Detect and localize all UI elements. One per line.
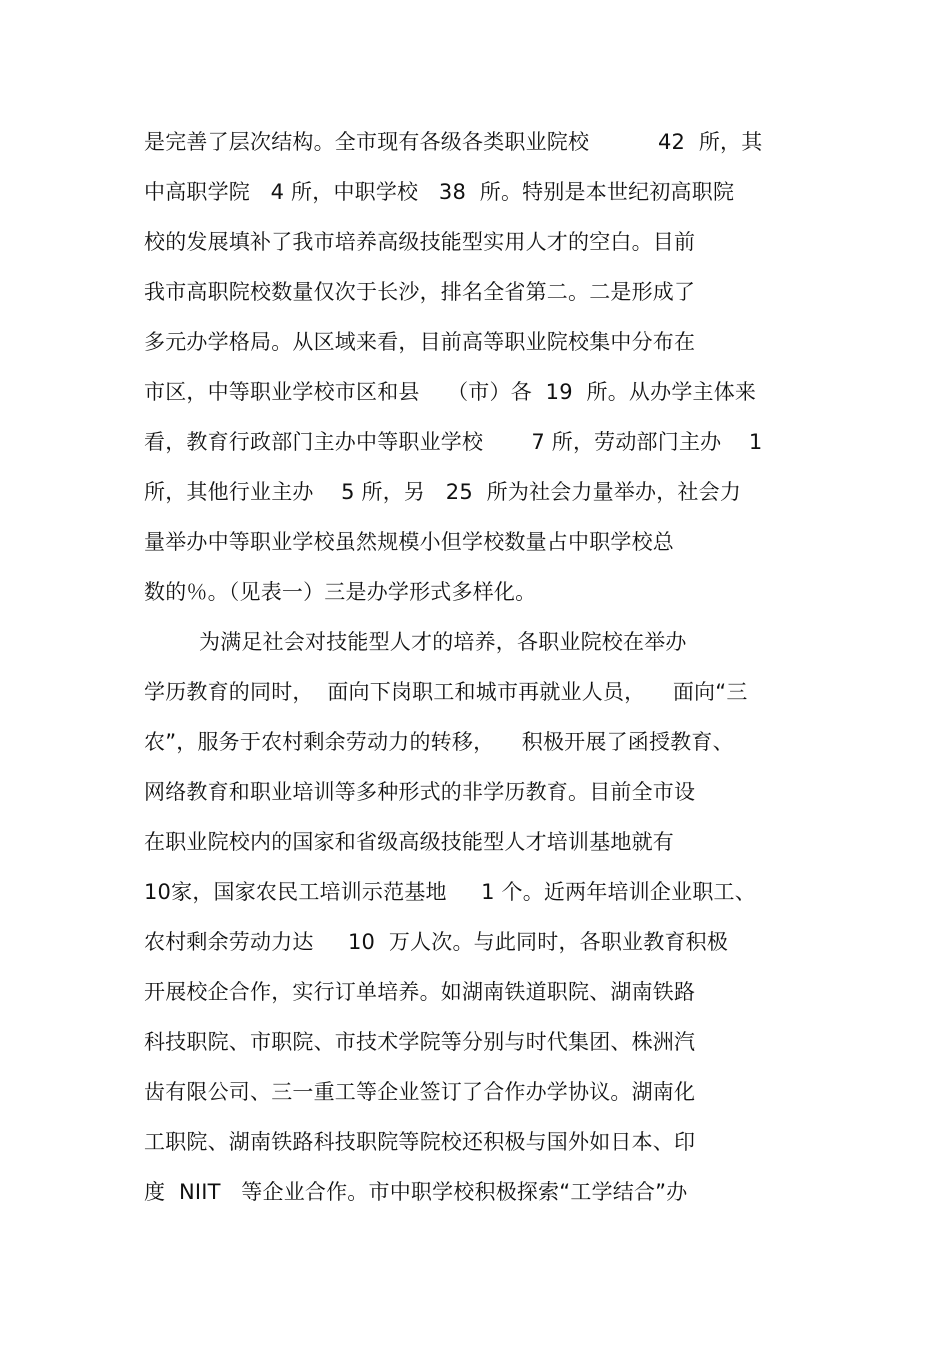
text-line: 我市高职院校数量仅次于长沙，排名全省第二。二是形成了 [144,280,696,304]
text-line: 齿有限公司、三一重工等企业签订了合作办学协议。湖南化 [144,1080,696,1104]
text-line: 量举办中等职业学校虽然规模小但学校数量占中职学校总 [144,530,674,554]
text-line: 工职院、湖南铁路科技职院等院校还积极与国外如日本、印 [144,1130,696,1154]
text-line: 看，教育行政部门主办中等职业学校 7 所，劳动部门主办 1 [144,430,763,454]
text-line: 农村剩余劳动力达 10 万人次。与此同时，各职业教育积极 [144,930,729,954]
text-line: 中高职学院 4 所，中职学校 38 所。特别是本世纪初高职院 [144,180,735,204]
text-line: 农”，服务于农村剩余劳动力的转移， 积极开展了函授教育、 [144,730,734,754]
text-line: 学历教育的同时， 面向下岗职工和城市再就业人员， 面向“三 [144,680,748,704]
text-line: 多元办学格局。从区域来看，目前高等职业院校集中分布在 [144,330,696,354]
text-line: 校的发展填补了我市培养高级技能型实用人才的空白。目前 [144,230,696,254]
text-line: 开展校企合作，实行订单培养。如湖南铁道职院、湖南铁路 [144,980,696,1004]
text-line: 所，其他行业主办 5 所，另 25 所为社会力量举办，社会力 [144,480,742,504]
text-line: 网络教育和职业培训等多种形式的非学历教育。目前全市设 [144,780,696,804]
text-line: 度 NIIT 等企业合作。市中职学校积极探索“工学结合”办 [144,1180,688,1204]
text-line: 是完善了层次结构。全市现有各级各类职业院校 42 所，其 [144,130,763,154]
text-line: 在职业院校内的国家和省级高级技能型人才培训基地就有 [144,830,674,854]
text-line: 为满足社会对技能型人才的培养，各职业院校在举办 [144,630,687,654]
text-line: 市区，中等职业学校市区和县 （市）各 19 所。从办学主体来 [144,380,757,404]
text-line: 科技职院、市职院、市技术学院等分别与时代集团、株洲汽 [144,1030,696,1054]
text-line: 数的％。（见表一）三是办学形式多样化。 [144,580,537,604]
text-line: 10家，国家农民工培训示范基地 1 个。近两年培训企业职工、 [144,880,756,904]
